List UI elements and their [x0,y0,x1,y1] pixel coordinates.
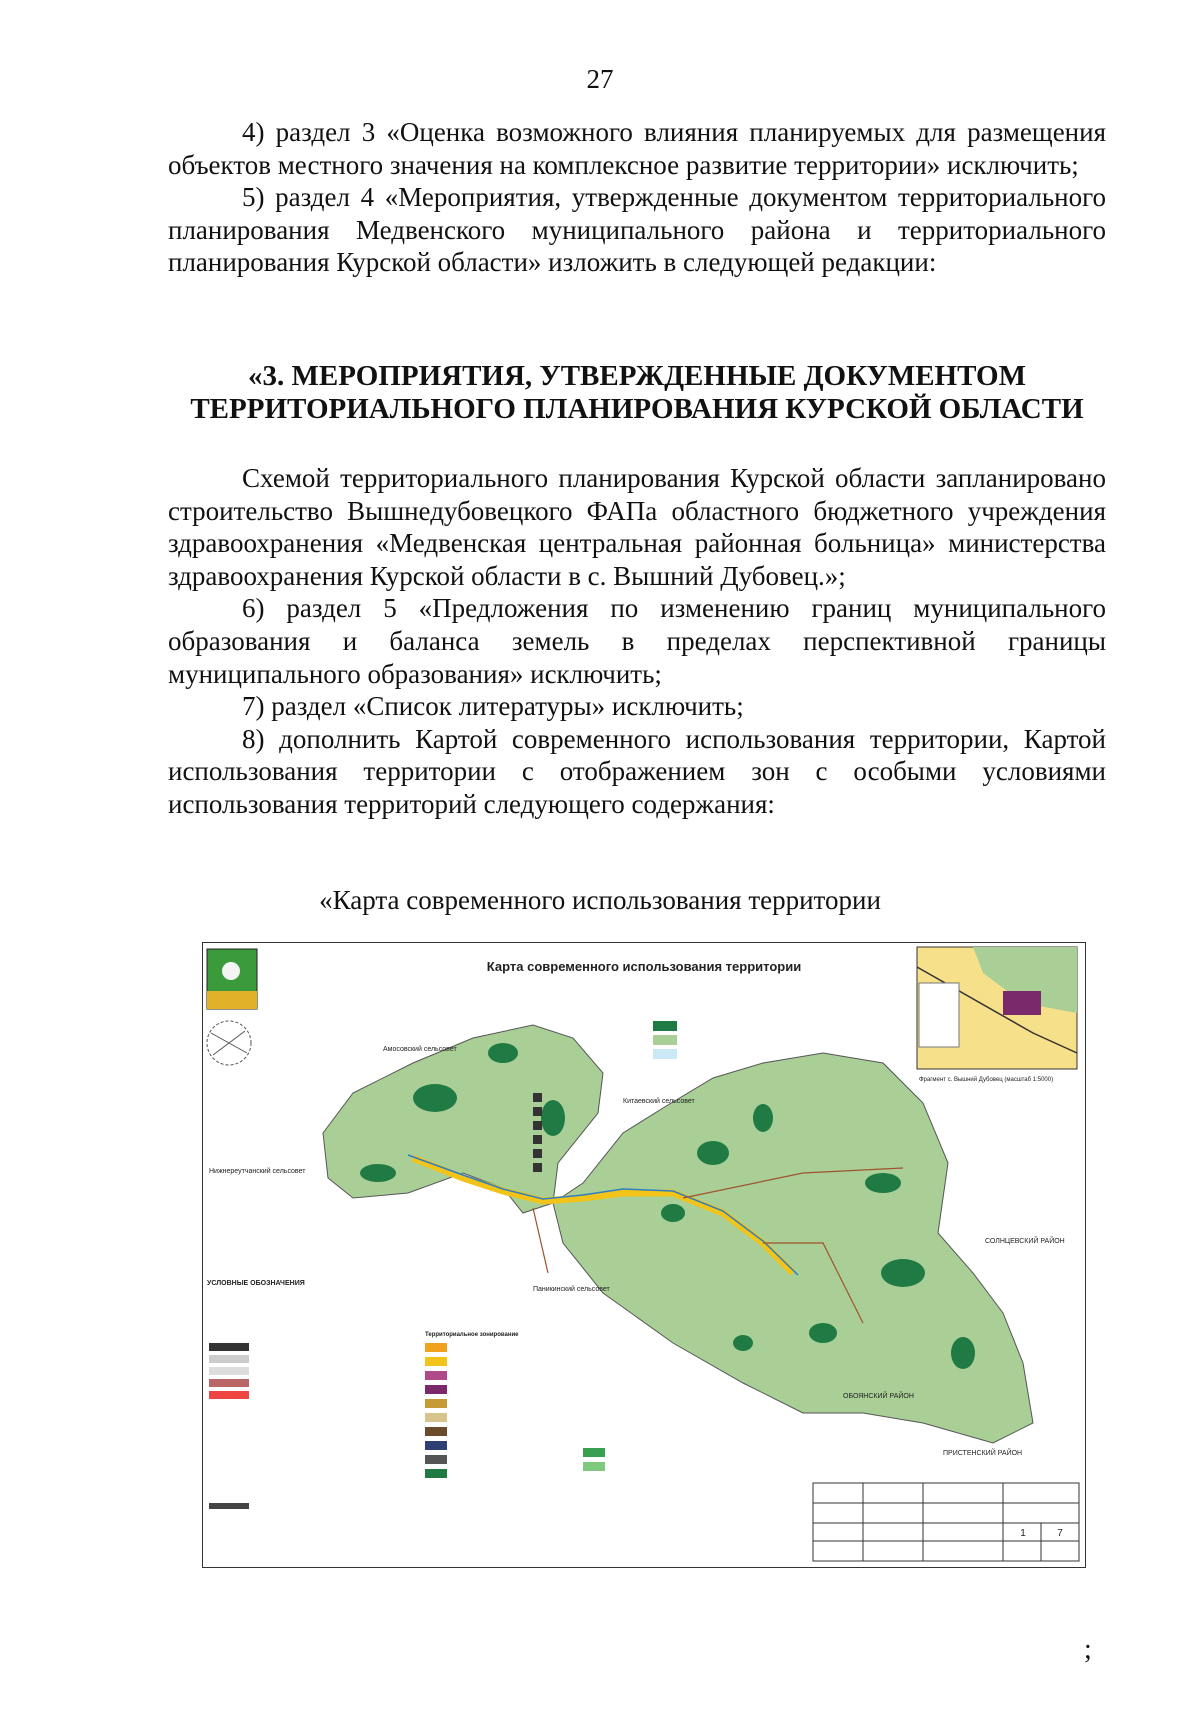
legend-left [207,1280,305,1509]
map-area-east [553,1053,1033,1443]
item-4: 4) раздел 3 «Оценка возможного влияния планируемых для размещения объектов местного значения на комплексное развитие территории» исключить; [168,117,1106,180]
coat-of-arms [207,949,257,1009]
item-8: 8) дополнить Картой современного использования территории, Картой использования территории с отображением зон с особыми условиями использования территорий следующего содержания: [168,723,1106,819]
legend-zoning-title: Территориальное зонирование [425,1332,519,1338]
map-caption: «Карта современного использования территории [319,885,881,915]
title-stamp [813,1483,1079,1561]
label-kitaevsky: Китаевский сельсовет [623,1098,695,1105]
label-pristensky: ПРИСТЕНСКИЙ РАЙОН [943,1450,1023,1457]
legend-title: УСЛОВНЫЕ ОБОЗНАЧЕНИЯ [207,1280,305,1287]
label-amosovsky: Амосовский сельсовет [383,1046,457,1053]
item-6: 6) раздел 5 «Предложения по изменению границ муниципального образования и баланса земель в пределах перспективной границы муниципального образования» исключить; [168,593,1106,689]
legend-top-right [653,1021,677,1059]
inset-caption: Фрагмент с. Вышний Дубовец (масштаб 1:5000) [919,1077,1054,1083]
inset-map [917,947,1077,1069]
label-nizhnereutchansky: Нижнереутчанский сельсовет [209,1168,306,1175]
legend-zoning [425,1332,605,1478]
bottom-items [168,462,1106,821]
label-oboyansky: ОБОЯНСКИЙ РАЙОН [843,1393,914,1400]
stamp-sheet: 1 [1020,1528,1026,1539]
label-panikinsky: Паникинский сельсовет [533,1286,610,1293]
section-heading: «3. МЕРОПРИЯТИЯ, УТВЕРЖДЕННЫЕ ДОКУМЕНТОМ ТЕРРИТОРИАЛЬНОГО ПЛАНИРОВАНИЯ КУРСКОЙ ОБЛАСТИ [190,360,1084,425]
map-title: Карта современного использования территории [486,959,802,974]
item-5: 5) раздел 4 «Мероприятия, утвержденные документом территориального планирования Медвенского муниципального района и территориального планирования Курской области» изложить в следующей редакции: [168,182,1106,278]
page-number: 27 [586,64,614,94]
body-paragraph: Схемой территориального планирования Курской области запланировано строительство Вышнедубовецкого ФАПа областного бюджетного учреждения здравоохранения «Медвенская центральная районная больница» министерства здравоохранения Курской области в с. Вышний Дубовец.»; [168,463,1106,591]
map-svg [203,943,1085,1567]
trailing-semicolon: ; [1084,1634,1092,1665]
item-7: 7) раздел «Список литературы» исключить; [242,691,744,722]
label-solntsevsky: СОЛНЦЕВСКИЙ РАЙОН [985,1238,1065,1245]
land-use-map [202,942,1086,1568]
stamp-sheets: 7 [1057,1528,1063,1539]
top-items [168,116,1106,279]
region-outline-icon [207,1021,251,1065]
